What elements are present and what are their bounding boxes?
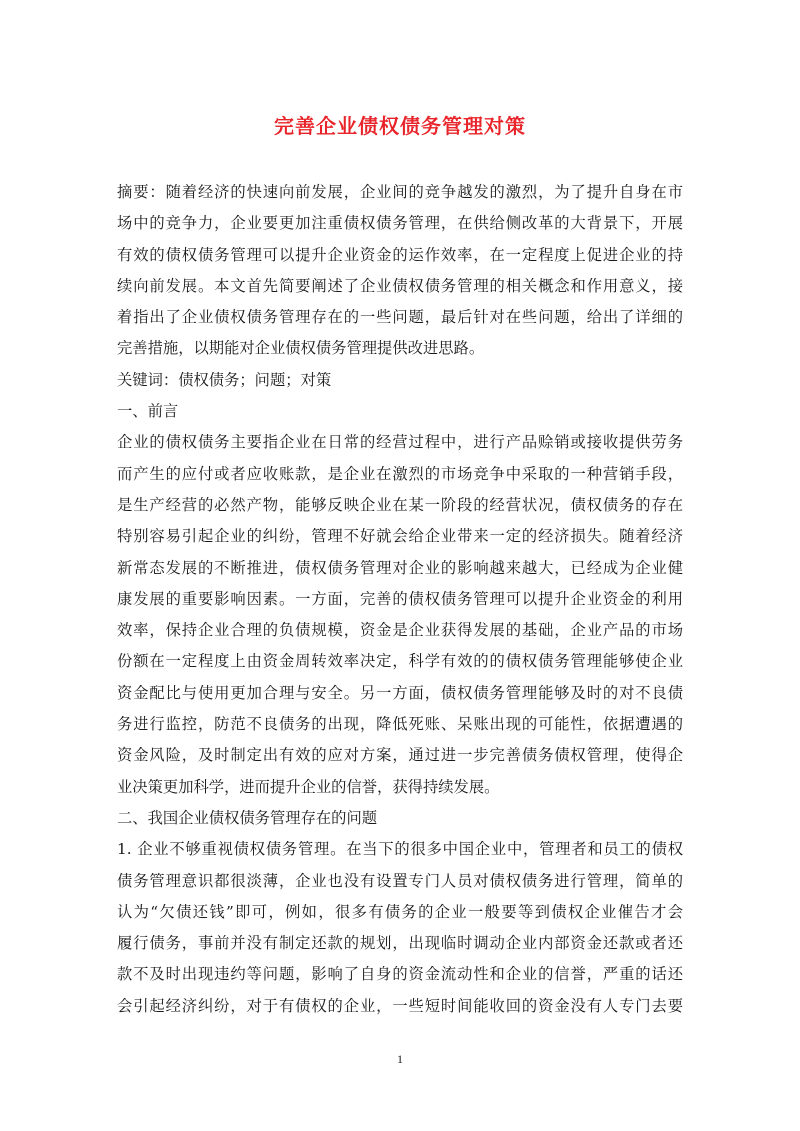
page-number: 1 (397, 1052, 403, 1066)
text-line: 新常态发展的不断推进，债权债务管理对企业的影响越来越大，已经成为企业健 (117, 558, 683, 577)
text-line: 份额在一定程度上由资金周转效率决定，科学有效的的债权债务管理能够使企业 (117, 652, 683, 671)
text-line: 是生产经营的必然产物，能够反映企业在某一阶段的经营状况，债权债务的存在 (117, 495, 683, 514)
text-line: 摘要：随着经济的快速向前发展，企业间的竞争越发的激烈，为了提升自身在市 (117, 183, 683, 201)
text-line: 1. 企业不够重视债权债务管理。在当下的很多中国企业中，管理者和员工的债权 (117, 840, 683, 859)
document-title: 完善企业债权债务管理对策 (274, 114, 526, 138)
text-line: 二、我国企业债权债务管理存在的问题 (117, 808, 378, 827)
text-line: 资金风险，及时制定出有效的应对方案，通过进一步完善债务债权管理，使得企 (117, 746, 683, 765)
text-line: 特别容易引起企业的纠纷，管理不好就会给企业带来一定的经济损失。随着经济 (117, 527, 683, 546)
text-line: 资金配比与使用更加合理与安全。另一方面，债权债务管理能够及时的对不良债 (117, 683, 683, 702)
document-body (117, 177, 683, 1022)
text-line: 款不及时出现违约等问题，影响了自身的资金流动性和企业的信誉，严重的话还 (117, 965, 683, 984)
text-line: 关键词：债权债务；问题；对策 (117, 370, 332, 389)
text-line: 认为“欠债还钱”即可，例如，很多有债务的企业一般要等到债权企业催告才会 (117, 902, 683, 921)
text-line: 效率，保持企业合理的负债规模，资金是企业获得发展的基础，企业产品的市场 (117, 621, 683, 640)
text-line: 着指出了企业债权债务管理存在的一些问题，最后针对在些问题，给出了详细的 (117, 308, 683, 327)
text-line: 一、前言 (117, 402, 179, 421)
text-line: 有效的债权债务管理可以提升企业资金的运作效率，在一定程度上促进企业的持 (117, 245, 683, 264)
text-line: 企业的债权债务主要指企业在日常的经营过程中，进行产品赊销或接收提供劳务 (117, 433, 683, 452)
text-line: 务进行监控，防范不良债务的出现，降低死账、呆账出现的可能性，依据遭遇的 (117, 715, 683, 734)
text-line: 债务管理意识都很淡薄，企业也没有设置专门人员对债权债务进行管理，简单的 (117, 871, 683, 890)
text-line: 而产生的应付或者应收账款，是企业在激烈的市场竞争中采取的一种营销手段， (117, 464, 683, 483)
text-line: 会引起经济纠纷，对于有债权的企业，一些短时间能收回的资金没有人专门去要 (117, 996, 683, 1015)
text-line: 业决策更加科学，进而提升企业的信誉，获得持续发展。 (117, 777, 500, 796)
text-line: 续向前发展。本文首先简要阐述了企业债权债务管理的相关概念和作用意义，接 (117, 276, 683, 295)
text-line: 康发展的重要影响因素。一方面，完善的债权债务管理可以提升企业资金的利用 (117, 589, 683, 608)
text-line: 完善措施，以期能对企业债权债务管理提供改进思路。 (117, 339, 485, 358)
text-line: 场中的竞争力，企业要更加注重债权债务管理，在供给侧改革的大背景下，开展 (117, 214, 683, 233)
text-line: 履行债务，事前并没有制定还款的规划，出现临时调动企业内部资金还款或者还 (117, 934, 683, 953)
